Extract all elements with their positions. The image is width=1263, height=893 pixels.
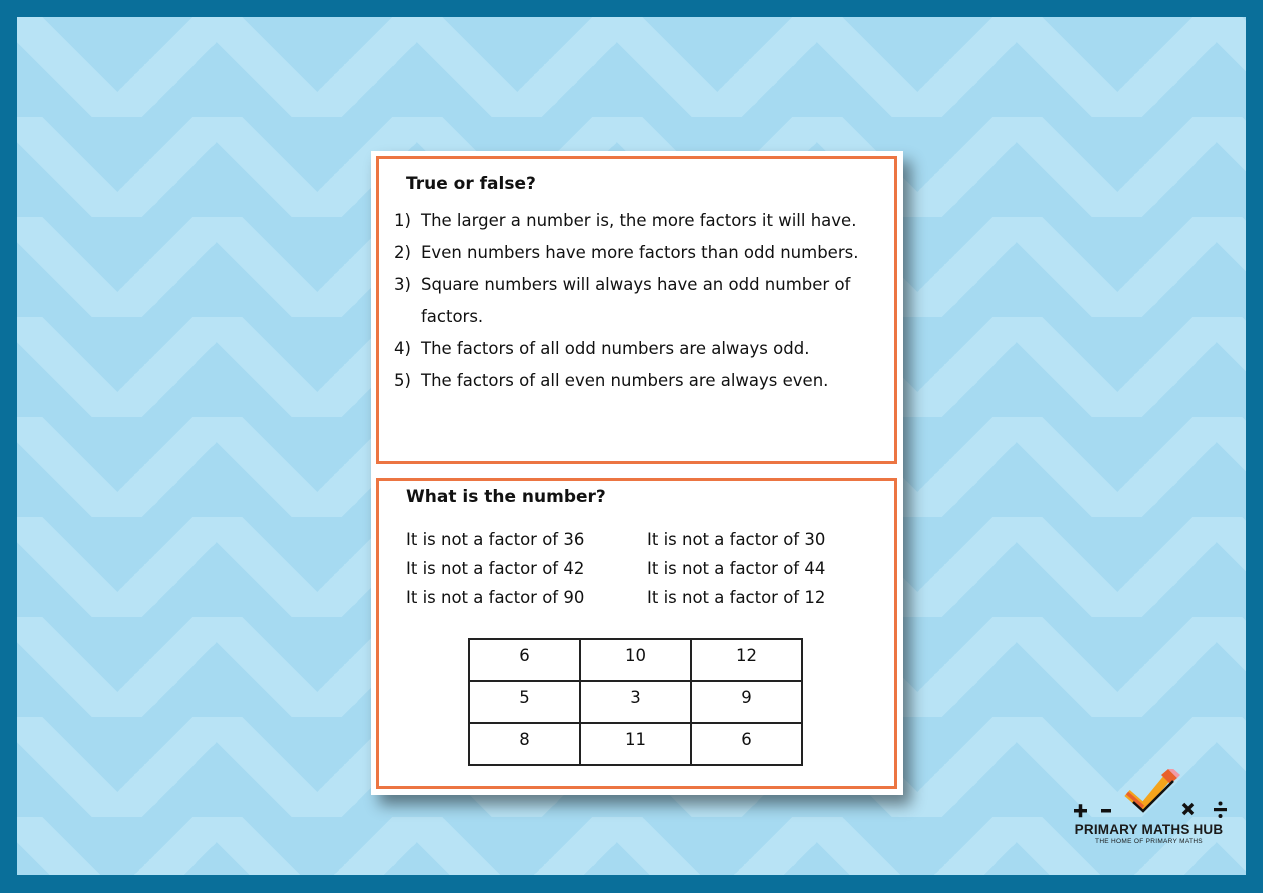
number-puzzle-box [376, 478, 897, 789]
item-number: 1) [394, 211, 411, 230]
item-text: Square numbers will always have an odd number of factors. [421, 275, 851, 326]
clue-text: It is not a factor of 42 [406, 559, 585, 578]
logo-symbols [1060, 769, 1238, 821]
list-item [394, 333, 884, 365]
list-item [394, 269, 884, 333]
logo-title: PRIMARY MATHS HUB [1074, 822, 1224, 837]
worksheet-card [371, 151, 903, 795]
item-number: 4) [394, 339, 411, 358]
item-number: 5) [394, 371, 411, 390]
check-pencil-icon [1127, 769, 1180, 811]
list-item [394, 237, 884, 269]
list-item [394, 205, 884, 237]
logo-tagline: THE HOME OF PRIMARY MATHS [1095, 838, 1203, 845]
item-text: Even numbers have more factors than odd numbers. [421, 243, 859, 262]
divide-icon [1214, 802, 1227, 819]
item-text: The factors of all even numbers are always even. [421, 371, 829, 390]
item-number: 2) [394, 243, 411, 262]
clue-text: It is not a factor of 90 [406, 588, 585, 607]
table-row [469, 639, 802, 681]
grid-cell: 5 [469, 681, 580, 723]
primary-maths-hub-logo [1060, 769, 1238, 849]
minus-icon [1101, 809, 1111, 813]
table-row [469, 723, 802, 765]
grid-cell: 6 [469, 639, 580, 681]
number-grid [468, 638, 803, 766]
grid-cell: 6 [691, 723, 802, 765]
true-false-box [376, 156, 897, 464]
clue-text: It is not a factor of 44 [647, 559, 826, 578]
grid-cell: 10 [580, 639, 691, 681]
item-number: 3) [394, 275, 411, 294]
table-row [469, 681, 802, 723]
grid-cell: 8 [469, 723, 580, 765]
clue-list [406, 529, 866, 608]
clue-text: It is not a factor of 36 [406, 530, 585, 549]
grid-cell: 9 [691, 681, 802, 723]
chevron-background [17, 17, 1246, 875]
clue-text: It is not a factor of 12 [647, 588, 826, 607]
clue-text: It is not a factor of 30 [647, 530, 826, 549]
true-false-list [394, 205, 884, 397]
list-item [394, 365, 884, 397]
grid-cell: 12 [691, 639, 802, 681]
item-text: The larger a number is, the more factors it will have. [421, 211, 857, 230]
number-puzzle-heading: What is the number? [406, 487, 606, 507]
plus-icon [1074, 804, 1087, 817]
grid-cell: 11 [580, 723, 691, 765]
grid-cell: 3 [580, 681, 691, 723]
times-icon [1183, 804, 1193, 814]
true-false-heading: True or false? [406, 174, 536, 194]
item-text: The factors of all odd numbers are always odd. [421, 339, 810, 358]
